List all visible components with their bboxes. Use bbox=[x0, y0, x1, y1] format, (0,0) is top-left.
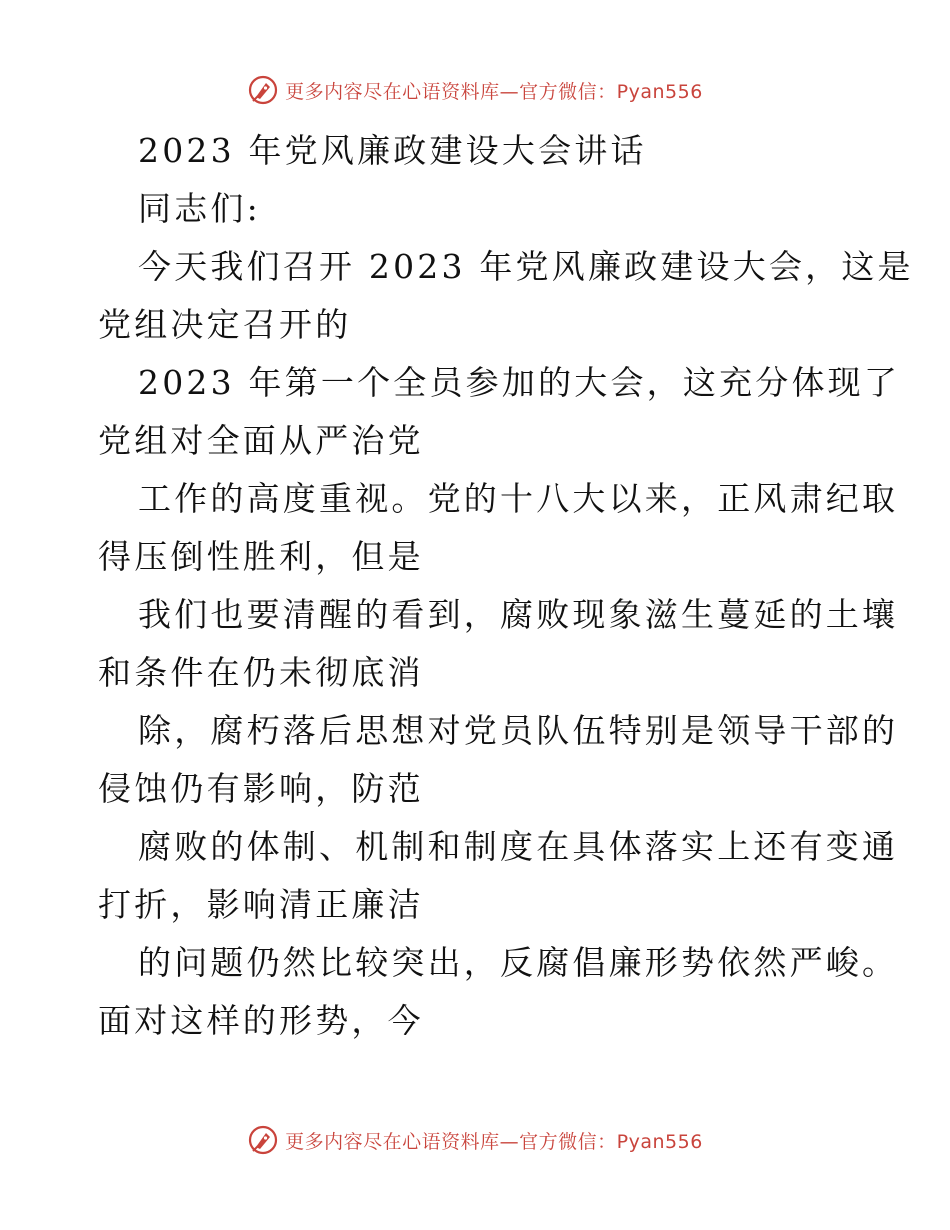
watermark-text: 更多内容尽在心语资料库—官方微信：Pyan556 bbox=[285, 80, 703, 103]
paragraph-line: 我们也要清醒的看到，腐败现象滋生蔓延的土壤 bbox=[138, 595, 899, 634]
document-title: 2023 年党风廉政建设大会讲话 bbox=[138, 131, 647, 170]
paragraph-line: 党组决定召开的 bbox=[98, 305, 352, 344]
paragraph-line: 打折，影响清正廉洁 bbox=[98, 885, 424, 924]
greeting: 同志们: bbox=[138, 189, 261, 228]
footer-watermark bbox=[0, 1120, 950, 1160]
paragraph-line: 除，腐朽落后思想对党员队伍特别是领导干部的 bbox=[138, 711, 899, 750]
header-watermark bbox=[0, 70, 950, 110]
document-body bbox=[98, 122, 914, 1050]
paragraph-line: 党组对全面从严治党 bbox=[98, 421, 424, 460]
paragraph-line: 的问题仍然比较突出，反腐倡廉形势依然严峻。 bbox=[138, 943, 899, 982]
paragraph-line: 得压倒性胜利，但是 bbox=[98, 537, 424, 576]
pen-nib-logo-icon bbox=[247, 1124, 279, 1156]
pen-nib-logo-icon bbox=[247, 74, 279, 106]
paragraph-line: 和条件在仍未彻底消 bbox=[98, 653, 424, 692]
paragraph-line: 今天我们召开 2023 年党风廉政建设大会，这是 bbox=[138, 247, 914, 286]
watermark-text: 更多内容尽在心语资料库—官方微信：Pyan556 bbox=[285, 1130, 703, 1153]
paragraph-line: 侵蚀仍有影响，防范 bbox=[98, 769, 424, 808]
paragraph-line: 工作的高度重视。党的十八大以来，正风肃纪取 bbox=[138, 479, 899, 518]
paragraph-line: 腐败的体制、机制和制度在具体落实上还有变通 bbox=[138, 827, 899, 866]
paragraph-line: 面对这样的形势，今 bbox=[98, 1001, 424, 1040]
paragraph-line: 2023 年第一个全员参加的大会，这充分体现了 bbox=[138, 363, 901, 402]
